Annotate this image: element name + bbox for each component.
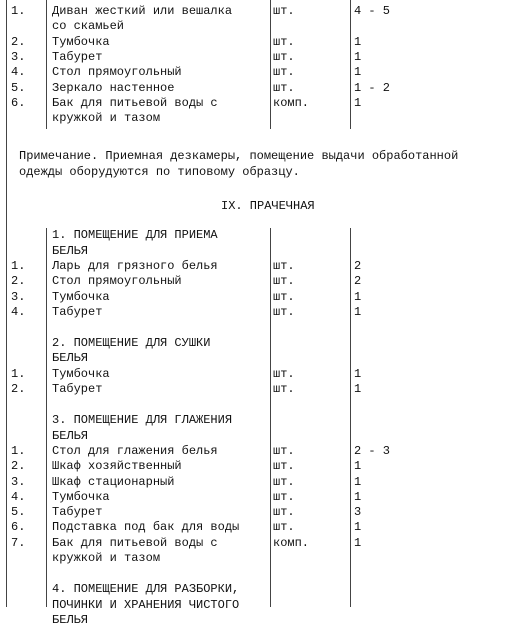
room-1-quantity: 2: [354, 258, 362, 273]
room-3-row-number: 4.: [11, 489, 26, 504]
room-3-unit: шт.: [273, 459, 295, 474]
table-top-item-name: Зеркало настенное: [52, 80, 175, 95]
room-3-row-number: 1.: [11, 443, 26, 458]
room-3-quantity: 1: [354, 489, 362, 504]
page-left-rule: [6, 129, 7, 228]
room-heading: БЕЛЬЯ: [52, 612, 89, 627]
table-top-quantity: 1: [354, 65, 362, 80]
table-top-column-rule: [6, 0, 7, 129]
room-3-row-number: 6.: [11, 520, 26, 535]
room-3-row-number: 2.: [11, 459, 26, 474]
table-top-column-rule: [46, 0, 47, 129]
room-heading: БЕЛЬЯ: [52, 351, 89, 366]
table-top-quantity: 4 - 5: [354, 4, 391, 18]
table-top-item-name: Табурет: [52, 49, 103, 64]
room-2-unit: шт.: [273, 366, 295, 381]
room-1-quantity: 1: [354, 304, 362, 319]
table-top-item-name: Бак для питьевой воды с: [52, 95, 218, 110]
table-top-unit: шт.: [273, 80, 295, 95]
table-top-quantity: 1: [354, 95, 362, 110]
room-1-quantity: 2: [354, 274, 362, 289]
room-1-unit: шт.: [273, 289, 295, 304]
room-1-quantity: 1: [354, 289, 362, 304]
room-2-quantity: 1: [354, 382, 362, 396]
room-2-unit: шт.: [273, 382, 295, 396]
room-2-quantity: 1: [354, 366, 362, 381]
room-3-quantity: 1: [354, 474, 362, 489]
room-1-unit: шт.: [273, 304, 295, 319]
note-text: одежды оборудуются по типовому образцу.: [19, 164, 300, 179]
room-3-item-name: Шкаф хозяйственный: [52, 459, 182, 474]
table-top-item-name: Диван жесткий или вешалка: [52, 4, 233, 18]
room-heading: БЕЛЬЯ: [52, 428, 89, 443]
room-1-item-name: Ларь для грязного белья: [52, 258, 218, 273]
table-top-quantity: 1: [354, 34, 362, 49]
room-heading: БЕЛЬЯ: [52, 243, 89, 258]
room-heading: 2. ПОМЕЩЕНИЕ ДЛЯ СУШКИ: [52, 336, 211, 351]
room-3-item-name: Шкаф стационарный: [52, 474, 175, 489]
table-top-item-name: Тумбочка: [52, 34, 110, 49]
room-3-row-number: 7.: [11, 535, 26, 550]
room-2-item-name: Табурет: [52, 382, 103, 396]
table-bottom-column-rule: [46, 228, 47, 607]
table-bottom-column-rule: [270, 228, 271, 607]
chapter-title: IX. ПРАЧЕЧНАЯ: [221, 199, 315, 213]
room-3-item-name: кружкой и тазом: [52, 551, 161, 565]
room-3-quantity: 2 - 3: [354, 443, 391, 458]
room-1-item-name: Табурет: [52, 304, 103, 319]
table-top-row-number: 6.: [11, 95, 26, 110]
table-top-row-number: 3.: [11, 49, 26, 64]
table-top-column-rule: [270, 0, 271, 129]
table-top-item-name: кружкой и тазом: [52, 111, 161, 126]
room-1-row-number: 2.: [11, 274, 26, 289]
table-top-unit: шт.: [273, 65, 295, 80]
room-3-row-number: 3.: [11, 474, 26, 489]
table-bottom-column-rule: [350, 228, 351, 607]
room-3-unit: шт.: [273, 443, 295, 458]
table-top-unit: шт.: [273, 4, 295, 18]
room-3-unit: шт.: [273, 505, 295, 520]
room-3-item-name: Бак для питьевой воды с: [52, 535, 218, 550]
room-3-quantity: 1: [354, 459, 362, 474]
table-top-unit: шт.: [273, 34, 295, 49]
room-3-unit: шт.: [273, 474, 295, 489]
room-1-row-number: 4.: [11, 304, 26, 319]
table-bottom-column-rule: [6, 228, 7, 607]
table-top-item-name: со скамьей: [52, 19, 125, 34]
table-top-row-number: 4.: [11, 65, 26, 80]
room-2-row-number: 2.: [11, 382, 26, 396]
table-top-row-number: 5.: [11, 80, 26, 95]
table-top-row-number: 1.: [11, 4, 26, 18]
room-3-unit: комп.: [273, 535, 310, 550]
room-1-row-number: 1.: [11, 258, 26, 273]
room-2-row-number: 1.: [11, 366, 26, 381]
room-1-item-name: Стол прямоугольный: [52, 274, 182, 289]
room-heading: 1. ПОМЕЩЕНИЕ ДЛЯ ПРИЕМА: [52, 228, 218, 243]
note-text: Примечание. Приемная дезкамеры, помещение выдачи обработанной: [19, 149, 459, 164]
table-top-row-number: 2.: [11, 34, 26, 49]
room-3-row-number: 5.: [11, 505, 26, 520]
room-3-item-name: Табурет: [52, 505, 103, 520]
table-top-quantity: 1 - 2: [354, 80, 391, 95]
room-2-item-name: Тумбочка: [52, 366, 110, 381]
room-1-unit: шт.: [273, 274, 295, 289]
table-top-column-rule: [350, 0, 351, 129]
room-3-item-name: Тумбочка: [52, 489, 110, 504]
room-3-unit: шт.: [273, 489, 295, 504]
table-top-unit: комп.: [273, 95, 310, 110]
room-3-unit: шт.: [273, 520, 295, 535]
room-3-item-name: Подставка под бак для воды: [52, 520, 240, 535]
room-3-item-name: Стол для глажения белья: [52, 443, 218, 458]
table-top-item-name: Стол прямоугольный: [52, 65, 182, 80]
room-1-row-number: 3.: [11, 289, 26, 304]
room-heading: 4. ПОМЕЩЕНИЕ ДЛЯ РАЗБОРКИ,: [52, 582, 240, 597]
room-heading: 3. ПОМЕЩЕНИЕ ДЛЯ ГЛАЖЕНИЯ: [52, 413, 233, 428]
table-top-unit: шт.: [273, 49, 295, 64]
table-top-quantity: 1: [354, 49, 362, 64]
room-3-quantity: 1: [354, 520, 362, 535]
room-3-quantity: 3: [354, 505, 362, 520]
room-1-item-name: Тумбочка: [52, 289, 110, 304]
room-1-unit: шт.: [273, 258, 295, 273]
room-3-quantity: 1: [354, 535, 362, 550]
room-heading: ПОЧИНКИ И ХРАНЕНИЯ ЧИСТОГО: [52, 597, 240, 612]
